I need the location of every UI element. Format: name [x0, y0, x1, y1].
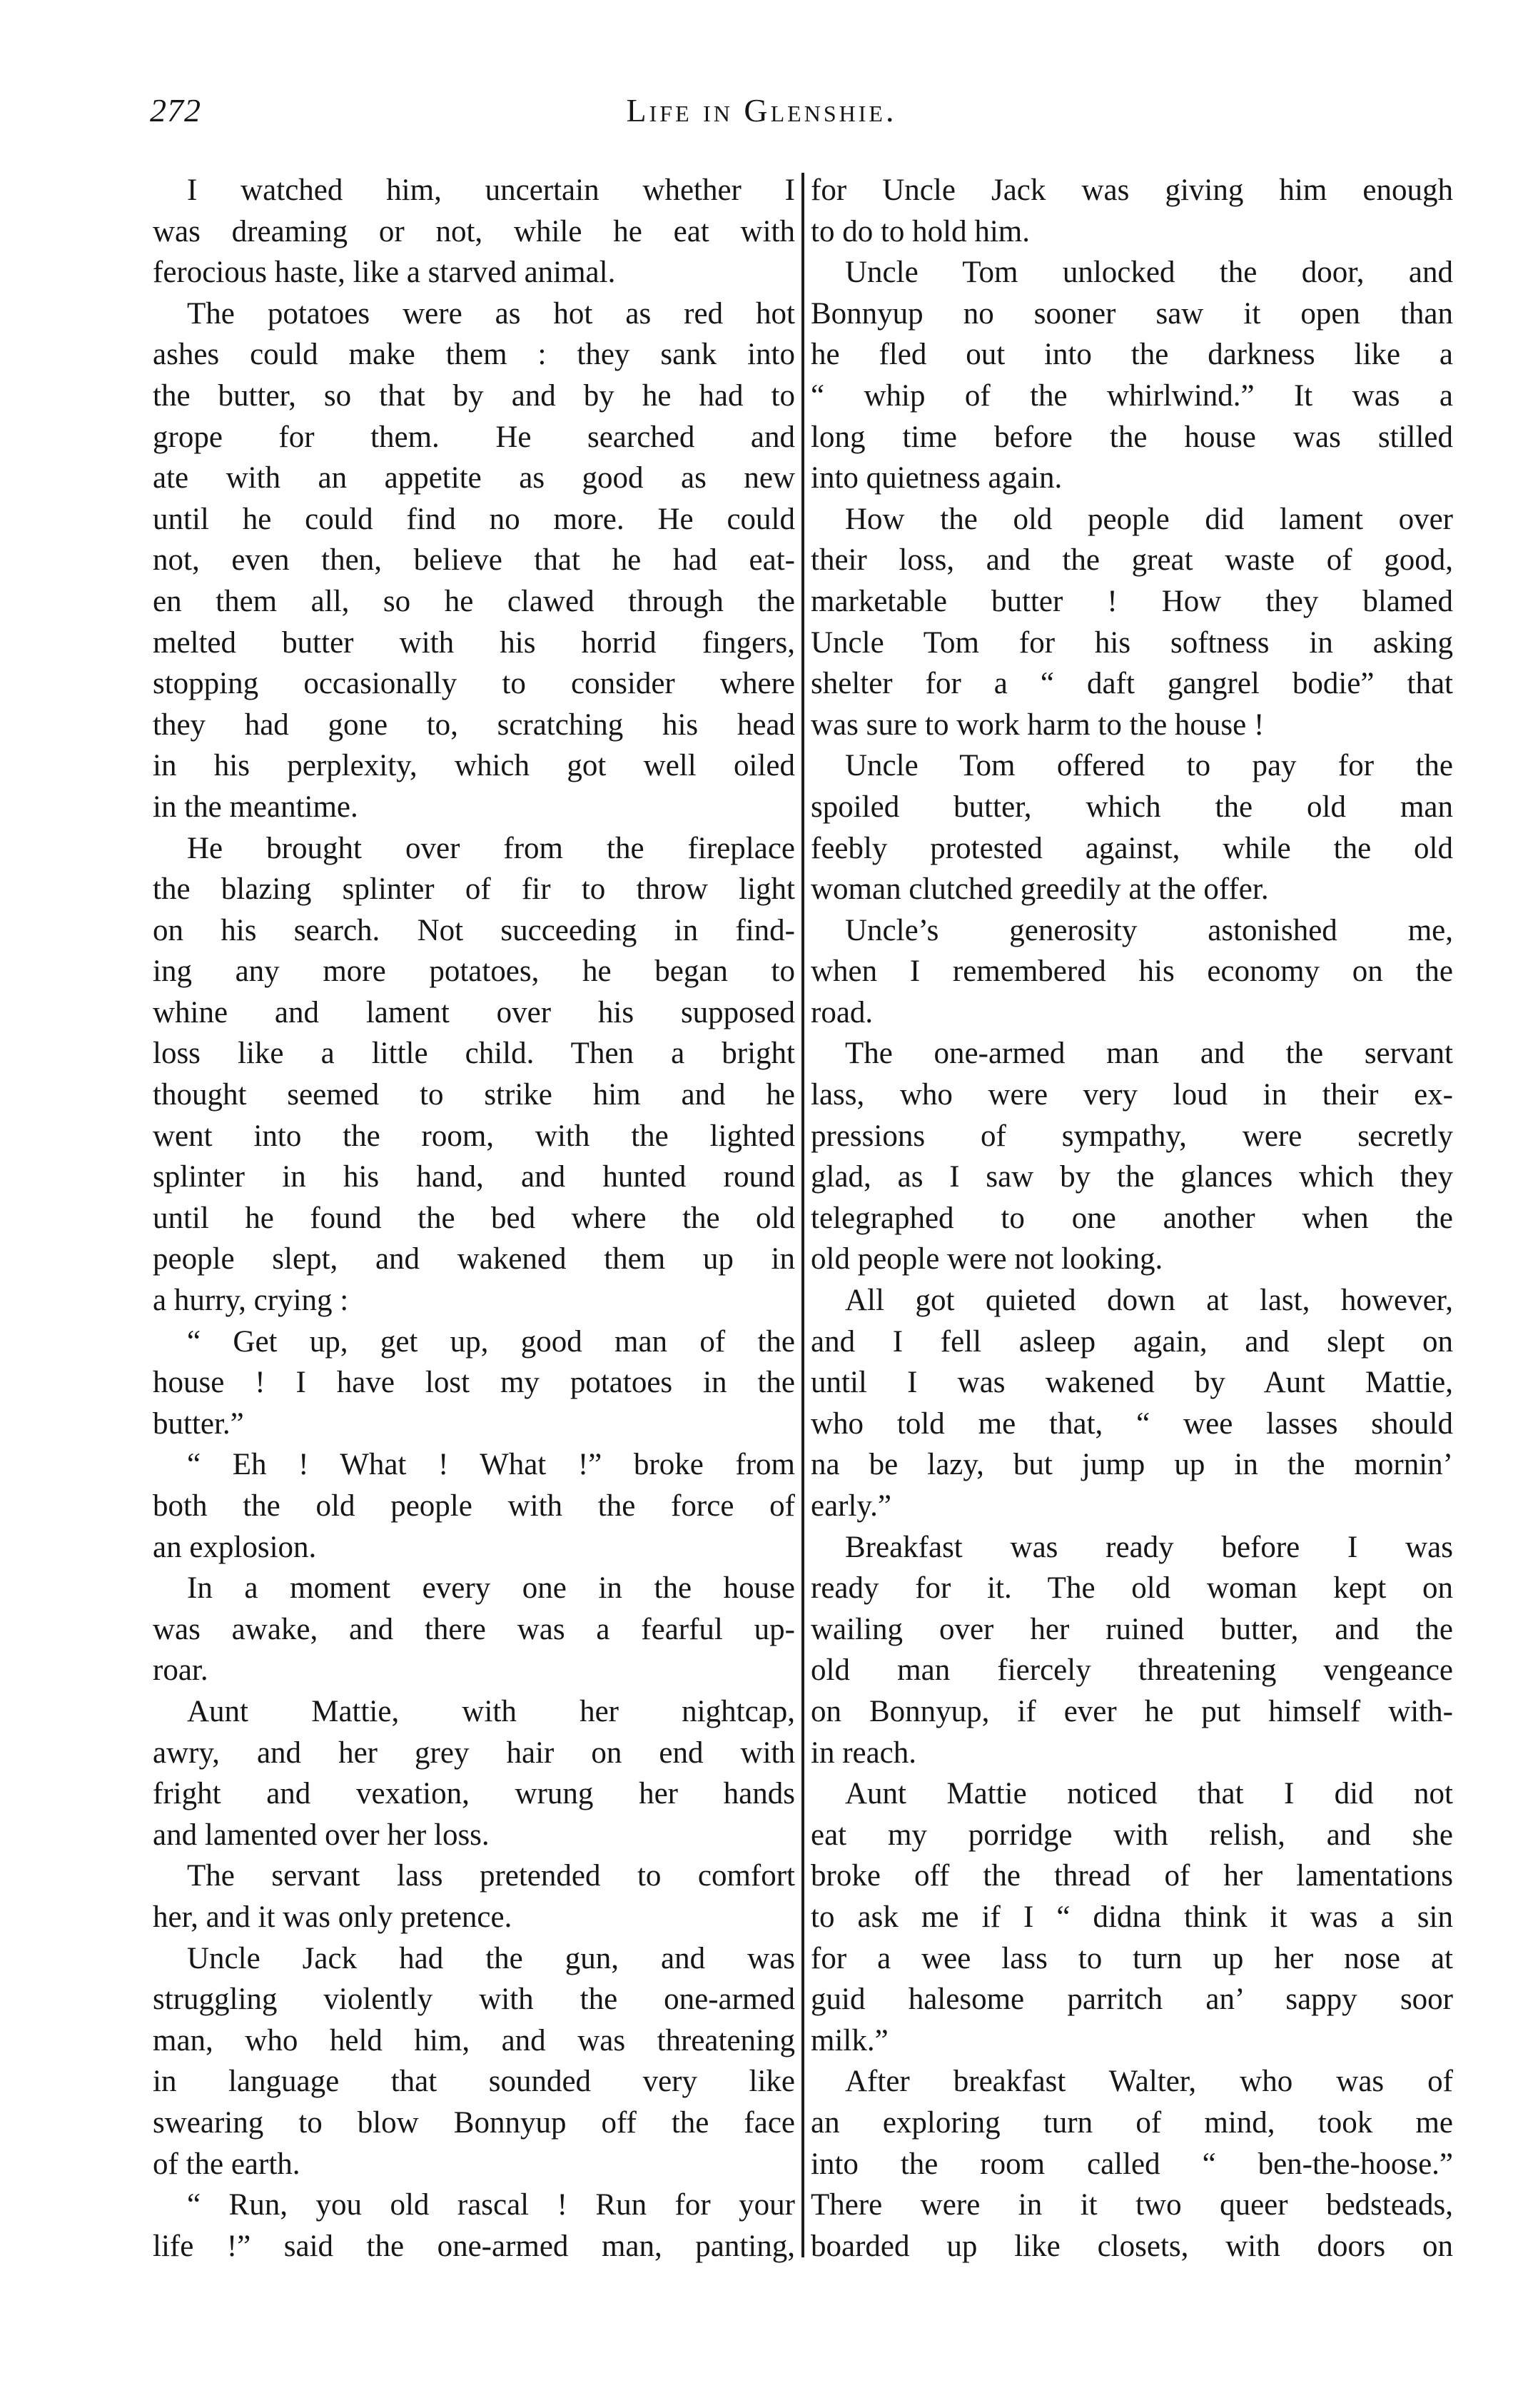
text-line: Aunt Mattie noticed that I did not — [845, 1777, 1453, 1811]
text-line: struggling violently with the one-armed — [153, 1983, 795, 2017]
text-line: house ! I have lost my potatoes in the — [153, 1366, 795, 1400]
text-line: who told me that, “ wee lasses should — [811, 1406, 1453, 1441]
text-line: na be lazy, but jump up in the mornin’ — [811, 1448, 1453, 1482]
text-line: went into the room, with the lighted — [153, 1119, 795, 1153]
text-line: their loss, and the great waste of good, — [811, 543, 1453, 578]
text-line: a hurry, crying : — [153, 1284, 349, 1318]
text-line: until he found the bed where the old — [153, 1201, 795, 1235]
text-line: to do to hold him. — [811, 214, 1030, 248]
text-line: “ Get up, get up, good man of the — [187, 1324, 795, 1359]
text-line: swearing to blow Bonnyup off the face — [153, 2105, 795, 2140]
text-line: He brought over from the fireplace — [187, 831, 795, 865]
text-line: glad, as I saw by the glances which they — [811, 1160, 1453, 1194]
text-line: for Uncle Jack was giving him enough — [811, 173, 1453, 207]
text-line: The one-armed man and the servant — [845, 1037, 1453, 1071]
text-line: Aunt Mattie, with her nightcap, — [187, 1694, 795, 1728]
text-line: whine and lament over his supposed — [153, 995, 795, 1029]
text-line: milk.” — [811, 2023, 889, 2057]
text-line: grope for them. He searched and — [153, 420, 795, 454]
text-line: road. — [811, 995, 874, 1029]
text-line: he fled out into the darkness like a — [811, 338, 1453, 372]
text-line: Uncle’s generosity astonished me, — [845, 913, 1453, 947]
text-line: of the earth. — [153, 2147, 300, 2181]
text-line: people slept, and wakened them up in — [153, 1242, 795, 1276]
text-line: lass, who were very loud in their ex- — [811, 1078, 1453, 1112]
text-line: ferocious haste, like a starved animal. — [153, 256, 616, 290]
text-line: was dreaming or not, while he eat with — [153, 214, 795, 248]
text-line: After breakfast Walter, who was of — [845, 2065, 1453, 2099]
text-line: old man fiercely threatening vengeance — [811, 1653, 1453, 1688]
text-line: Uncle Jack had the gun, and was — [187, 1941, 795, 1975]
text-line: and lamented over her loss. — [153, 1818, 490, 1852]
text-line: spoiled butter, which the old man — [811, 790, 1453, 824]
text-line: “ whip of the whirlwind.” It was a — [811, 378, 1453, 413]
text-line: an exploring turn of mind, took me — [811, 2105, 1453, 2140]
text-line: awry, and her grey hair on end with — [153, 1736, 795, 1770]
text-line: “ Run, you old rascal ! Run for your — [187, 2188, 795, 2222]
text-line: loss like a little child. Then a bright — [153, 1037, 795, 1071]
text-line: Uncle Tom for his softness in asking — [811, 625, 1453, 660]
text-column-right — [811, 170, 1453, 2267]
text-line: shelter for a “ daft gangrel bodie” that — [811, 667, 1453, 701]
text-line: All got quieted down at last, however, — [845, 1284, 1453, 1318]
text-line: telegraphed to one another when the — [811, 1201, 1453, 1235]
text-line: marketable butter ! How they blamed — [811, 584, 1453, 618]
text-line: in the meantime. — [153, 790, 358, 824]
text-line: There were in it two queer bedsteads, — [811, 2188, 1453, 2222]
text-line: was sure to work harm to the house ! — [811, 707, 1265, 742]
text-line: splinter in his hand, and hunted round — [153, 1160, 795, 1194]
text-line: into the room called “ ben-the-hoose.” — [811, 2147, 1453, 2181]
text-line: on Bonnyup, if ever he put himself with- — [811, 1694, 1453, 1728]
text-line: the butter, so that by and by he had to — [153, 378, 795, 413]
text-line: old people were not looking. — [811, 1242, 1163, 1276]
text-line: melted butter with his horrid fingers, — [153, 625, 795, 660]
column-divider — [801, 173, 804, 2257]
text-line: woman clutched greedily at the offer. — [811, 872, 1269, 907]
text-line: life !” said the one-armed man, panting, — [153, 2229, 795, 2263]
text-line: I watched him, uncertain whether I — [187, 173, 795, 207]
text-line: ashes could make them : they sank into — [153, 338, 795, 372]
text-line: in his perplexity, which got well oiled — [153, 749, 795, 783]
text-line: until he could find no more. He could — [153, 502, 795, 536]
text-column-left — [153, 170, 795, 2267]
text-line: How the old people did lament over — [845, 502, 1453, 536]
text-line: in reach. — [811, 1736, 917, 1770]
text-line: broke off the thread of her lamentations — [811, 1859, 1453, 1893]
text-line: and I fell asleep again, and slept on — [811, 1324, 1453, 1359]
text-line: in language that sounded very like — [153, 2065, 795, 2099]
text-line: wailing over her ruined butter, and the — [811, 1612, 1453, 1646]
text-line: Bonnyup no sooner saw it open than — [811, 296, 1453, 331]
text-line: man, who held him, and was threatening — [153, 2023, 795, 2057]
text-line: early.” — [811, 1489, 891, 1523]
text-line: her, and it was only pretence. — [153, 1900, 512, 1934]
text-line: ing any more potatoes, he began to — [153, 954, 795, 989]
text-line: was awake, and there was a fearful up- — [153, 1612, 795, 1646]
text-line: on his search. Not succeeding in find- — [153, 913, 795, 947]
text-line: ate with an appetite as good as new — [153, 461, 795, 495]
text-line: “ Eh ! What ! What !” broke from — [187, 1448, 795, 1482]
text-line: stopping occasionally to consider where — [153, 667, 795, 701]
text-line: for a wee lass to turn up her nose at — [811, 1941, 1453, 1975]
text-line: Breakfast was ready before I was — [845, 1530, 1453, 1564]
text-line: guid halesome parritch an’ sappy soor — [811, 1983, 1453, 2017]
text-line: butter.” — [153, 1406, 244, 1441]
text-line: In a moment every one in the house — [187, 1571, 795, 1606]
text-line: pressions of sympathy, were secretly — [811, 1119, 1453, 1153]
text-line: not, even then, believe that he had eat- — [153, 543, 795, 578]
text-line: roar. — [153, 1653, 208, 1688]
text-line: long time before the house was stilled — [811, 420, 1453, 454]
text-line: to ask me if I “ didna think it was a sin — [811, 1900, 1453, 1934]
text-line: boarded up like closets, with doors on — [811, 2229, 1453, 2263]
page-number: 272 — [150, 92, 201, 129]
text-line: The potatoes were as hot as red hot — [187, 296, 795, 331]
text-line: into quietness again. — [811, 461, 1063, 495]
text-line: Uncle Tom unlocked the door, and — [845, 256, 1453, 290]
text-line: an explosion. — [153, 1530, 317, 1564]
text-line: they had gone to, scratching his head — [153, 707, 795, 742]
text-line: when I remembered his economy on the — [811, 954, 1453, 989]
running-head: Life in Glenshie. — [626, 92, 897, 129]
text-line: fright and vexation, wrung her hands — [153, 1777, 795, 1811]
text-line: until I was wakened by Aunt Mattie, — [811, 1366, 1453, 1400]
text-line: thought seemed to strike him and he — [153, 1078, 795, 1112]
text-line: The servant lass pretended to comfort — [187, 1859, 795, 1893]
text-line: ready for it. The old woman kept on — [811, 1571, 1453, 1606]
text-line: the blazing splinter of fir to throw light — [153, 872, 795, 907]
text-line: Uncle Tom offered to pay for the — [845, 749, 1453, 783]
text-line: both the old people with the force of — [153, 1489, 795, 1523]
text-line: en them all, so he clawed through the — [153, 584, 795, 618]
text-line: eat my porridge with relish, and she — [811, 1818, 1453, 1852]
text-line: feebly protested against, while the old — [811, 831, 1453, 865]
